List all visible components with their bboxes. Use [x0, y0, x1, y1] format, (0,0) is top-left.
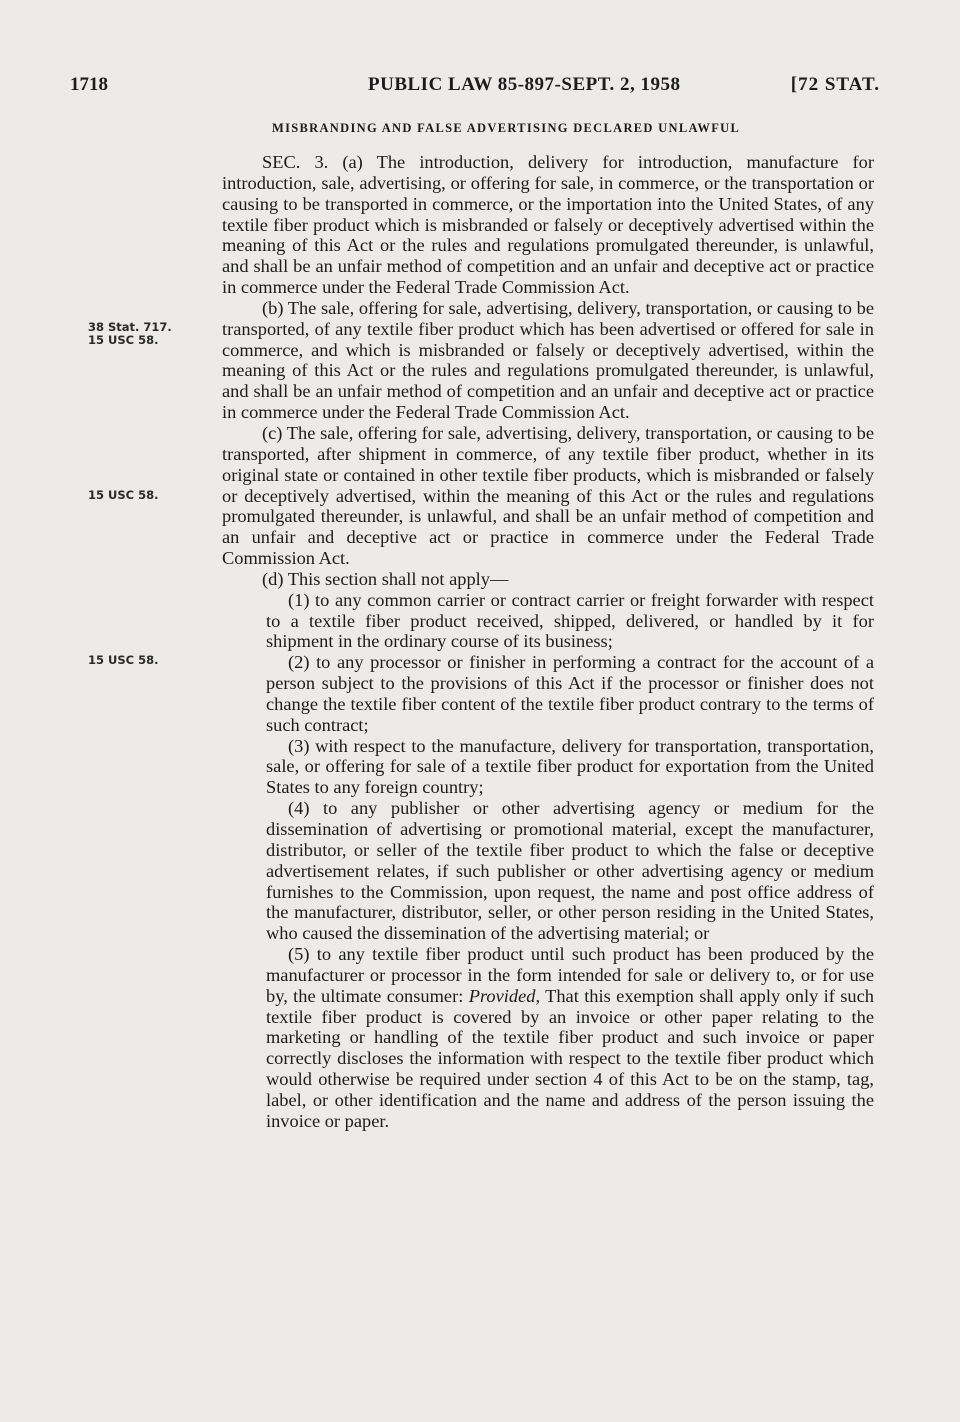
paragraph-d: (d) This section shall not apply— [262, 568, 509, 589]
page-header [70, 74, 880, 104]
proviso-label: Provided, [468, 985, 541, 1006]
clause-d4: (4) to any publisher or other advertising agency or medium for the dissemination of advertising or promotional material, except the manufacturer, distributor, or seller of the textile fiber product to which the false or deceptive advertisement relates, if such publisher or other advertising agency or medium furnishes to the Commission, upon request, the name and post office address of the manufacturer, distributor, seller, or other person residing in the United States, who caused the dissemination of the advertising material; or [266, 798, 874, 944]
running-title: PUBLIC LAW 85-897-SEPT. 2, 1958 [368, 74, 681, 95]
clause-d2: (2) to any processor or finisher in performing a contract for the account of a person subject to the provisions of this Act if the processor or finisher does not change the textile fiber content of the textile fiber product contrary to the terms of such contract; [266, 652, 874, 735]
page-number: 1718 [70, 74, 108, 95]
section-heading: MISBRANDING AND FALSE ADVERTISING DECLARED UNLAWFUL [272, 121, 741, 135]
paragraph-c: (c) The sale, offering for sale, advertising, delivery, transportation, or causing to be transported, after shipment in commerce, of any textile fiber product, whether in its original state or contained in other textile fiber products, which is misbranded or falsely or deceptively advertised, within the meaning of this Act or the rules and regulations promulgated thereunder, is unlawful, and shall be an unfair method of competition and an unfair and deceptive act or practice in commerce under the Federal Trade Commission Act. [222, 422, 874, 569]
section-label: SEC. 3. [262, 152, 329, 172]
volume-reference: [72 STAT. [790, 74, 880, 95]
paragraph-a: SEC. 3. (a) The introduction, delivery for introduction, manufacture for introduction, sale, advertising, or offering for sale, in commerce, or the transportation or causing to be transported in commerce, or the importation into the United States, of any textile fiber product which is misbranded or falsely or deceptively advertised within the meaning of this Act or the rules and regulations promulgated thereunder, is unlawful, and shall be an unfair method of competition and an unfair and deceptive act or practice in commerce under the Federal Trade Commission Act. [222, 152, 874, 298]
margin-note-stat: 38 Stat. 717. 15 USC 58. [88, 320, 172, 347]
clause-d1: (1) to any common carrier or contract carrier or freight forwarder with respect to a textile fiber product received, shipped, delivered, or handled by it for shipment in the ordinary course of its business; [266, 589, 874, 652]
clause-d5: (5) to any textile fiber product until such product has been produced by the manufacturer or processor in the form intended for sale or delivery to, or for use by, the ultimate consumer: Provided, That this exemption shall apply only if such textile fiber product is covered by an invoice or other paper relating to the marketing or handling of the textile fiber product and such invoice or paper correctly discloses the information with respect to the textile fiber product which would otherwise be required under section 4 of this Act to be on the stamp, tag, label, or other identification and the name and address of the person issuing the invoice or paper. [266, 944, 874, 1131]
margin-note-usc: 15 USC 58. [88, 488, 159, 502]
margin-note-usc: 15 USC 58. [88, 653, 159, 667]
statute-body [222, 152, 874, 1132]
paragraph-b: (b) The sale, offering for sale, advertising, delivery, transportation, or causing to be transported, of any textile fiber product which has been advertised or offered for sale in commerce, and which is misbranded or falsely or deceptively advertised, within the meaning of this Act or the rules and regulations promulgated thereunder, is unlawful, and shall be an unfair method of competition and an unfair and deceptive act or practice in commerce under the Federal Trade Commission Act. [222, 297, 874, 423]
clause-d3: (3) with respect to the manufacture, delivery for transportation, transportation, sale, or offering for sale of a textile fiber product for exportation from the United States to any foreign country; [266, 735, 874, 798]
